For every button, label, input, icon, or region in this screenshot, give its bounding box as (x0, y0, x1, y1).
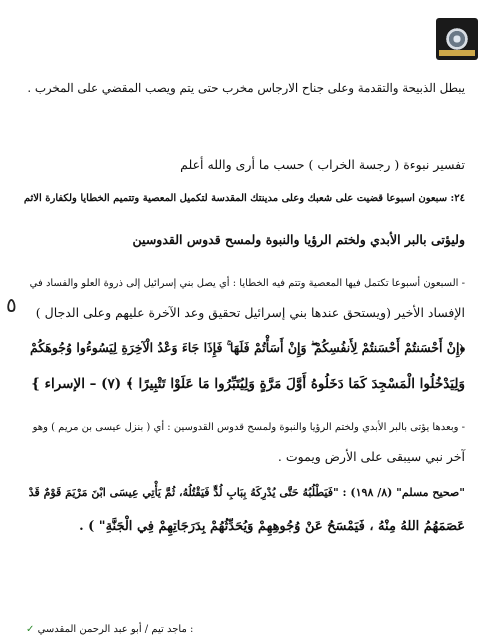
disc-logo-icon (436, 18, 478, 60)
page-number: ٥ (6, 293, 17, 317)
disc-graphic (443, 28, 471, 50)
logo-label-bar (439, 50, 475, 56)
commentary-line-2: الإفساد الأخير (ويستحق عندها بني إسرائيل تحقيق وعد الآخرة عليهم وعلى الدجال ) (35, 305, 465, 320)
commentary-line-4: آخر نبي سيبقى على الأرض ويموت . (277, 449, 465, 464)
quran-verse-line-2: وَلِيَدْخُلُوا الْمَسْجِدَ كَمَا دَخَلُوهُ أَوَّلَ مَرَّةٍ وَلِيُتَبِّرُوا مَا عَلَوْا تَتْبِيرًا ﴾ (٧) – الإسراء } (31, 376, 465, 392)
paragraph-line-1: يبطل الذبيحة والتقدمة وعلى جناح الارجاس مخرب حتى يتم ويصب المقضي على المخرب . (27, 81, 465, 95)
verse-24-line-2: وليؤتى بالبر الأبدي ولختم الرؤيا والنبوة ولمسح قدوس القدوسين (132, 232, 465, 247)
section-heading: تفسير نبوءة ( رجسة الخراب ) حسب ما أرى والله أعلم (180, 157, 465, 172)
footer (22, 624, 193, 635)
commentary-line-3: - وبعدها يؤتى بالبر الأبدي ولختم الرؤيا والنبوة ولمسح قدوس القدوسين : أي ( بنزل عيسى بن مريم ) وهو (32, 422, 465, 433)
hadith-line-2: عَصَمَهُمُ اللهُ مِنْهُ ، فَيَمْسَحُ عَنْ وُجُوهِهِمْ وَيُحَدِّثُهُمْ بِدَرَجَاتِهِمْ فِي الْجَنَّةِ" ) . (79, 519, 465, 534)
quran-verse-line-1: ﴿إِنْ أَحْسَنتُمْ أَحْسَنتُمْ لِأَنفُسِكُمْ ۖ وَإِنْ أَسَأْتُمْ فَلَهَا ۚ فَإِذَا جَاءَ وَعْدُ الْآخِرَةِ لِيَسُوءُوا وُجُوهَكُمْ (30, 340, 465, 355)
commentary-line-1: - السبعون أسبوعا تكتمل فيها المعصية وتتم فيه الخطايا : أي يصل بني إسرائيل إلى ذروة العلو والفساد في (29, 278, 465, 289)
hadith-line-1: "صحيح مسلم" (٨/ ١٩٨) : "فَيَطْلُبُهُ حَتَّى يُدْرِكَهُ بِبَابِ لُدٍّ فَيَقْتُلُهُ، ثُمَّ يَأْتِي عِيسَى ابْنَ مَرْيَمَ قَوْمٌ قَدْ (28, 486, 465, 499)
check-icon: ✓ (26, 624, 35, 635)
verse-24-line-1: ٢٤: سبعون اسبوعا قضيت على شعبك وعلى مدينتك المقدسة لتكميل المعصية وتتميم الخطايا ولكفارة الاثم (23, 193, 465, 204)
footer-author: : ماجد تيم / أبو عبد الرحمن المقدسي (37, 624, 194, 635)
